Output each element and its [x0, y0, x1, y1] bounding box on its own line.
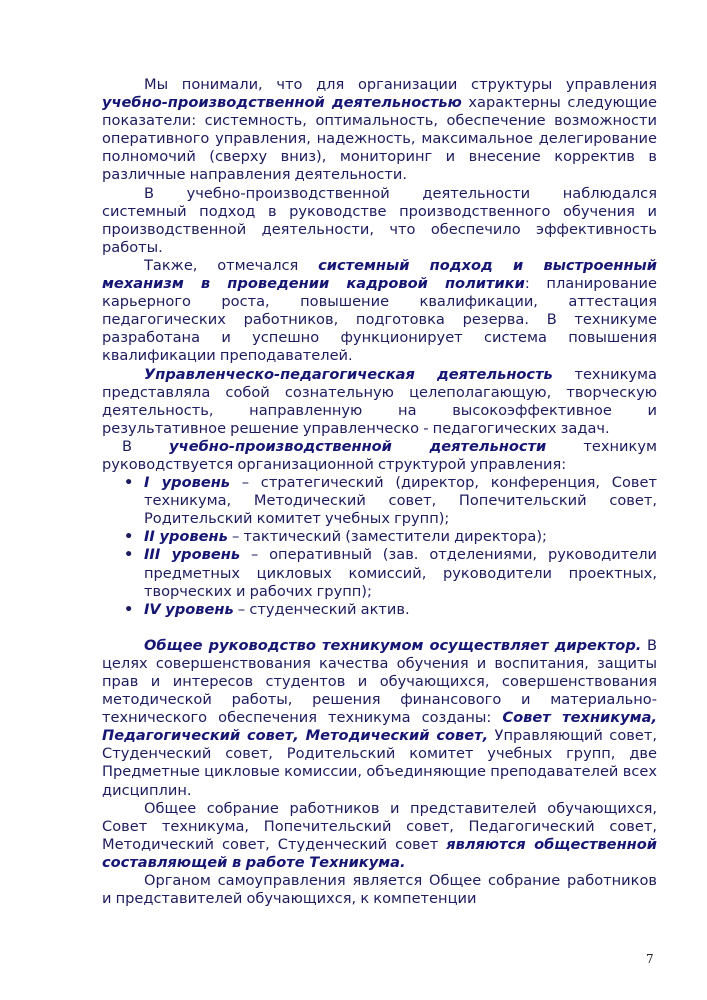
emphasis: Управленческо-педагогическая деятельность	[144, 365, 553, 383]
level-title: II уровень	[144, 528, 228, 546]
emphasis: Совет техникума, Педагогический совет, Методический совет,	[102, 709, 657, 745]
paragraph-general-management	[102, 637, 657, 800]
emphasis: системный подход и выстроенный механизм в проведении кадровой политики	[102, 256, 657, 293]
text: Общее собрание работников и представителей обучающихся, Совет техникума, Попечительский совет, Педагогический совет, Методический совет, Студенческий совет	[102, 799, 657, 853]
emphasis: учебно-производственной деятельности	[169, 437, 547, 455]
text: характерны следующие показатели: системность, оптимальность, обеспечение возможности оперативного управления, надежность, максимальное делегирование полномочий (сверху вниз), мониторинг и внесение корректив в различные направления деятельности.	[102, 94, 657, 184]
paragraph-org-structure	[102, 438, 657, 474]
text: Мы понимали, что для организации структуры управления	[144, 76, 657, 93]
paragraph-personnel-policy	[102, 257, 657, 366]
document-page	[102, 76, 657, 908]
page-number: 7	[646, 952, 654, 966]
level-text: – стратегический (директор, конференция, Совет техникума, Методический совет, Попечительский совет, Родительский комитет учебных групп);	[144, 474, 657, 528]
paragraph-systemic-approach: В учебно-производственной деятельности наблюдался системный подход в руководстве производственного обучения и производственной деятельности, что обеспечило эффективность работы.	[102, 184, 657, 256]
paragraph-management-activity	[102, 366, 657, 438]
level-text: – тактический (заместители директора);	[227, 528, 547, 546]
level-text: – оперативный (зав. отделениями, руководители предметных цикловых комиссий, руководители проектных, творческих и рабочих групп);	[144, 546, 658, 600]
emphasis: учебно-производственной деятельностью	[102, 94, 462, 112]
list-item	[102, 528, 657, 546]
bullet-icon: •	[124, 474, 134, 492]
list-item	[102, 474, 657, 528]
management-levels-list	[102, 474, 657, 619]
paragraph-self-government: Органом самоуправления является Общее собрание работников и представителей обучающихся, к компетенции	[102, 872, 657, 908]
section-heading: Общее руководство техникумом осуществляет директор.	[144, 636, 642, 654]
level-text: – студенческий актив.	[233, 600, 410, 618]
text: В целях совершенствования качества обучения и воспитания, защиты прав и интересов студентов и обучающихся, совершенствования методической работы, решения финансового и материально-технического обеспечения техникума созданы:	[102, 636, 657, 727]
text: Управляющий совет, Студенческий совет, Родительский комитет учебных групп, две Предметные цикловые комиссии, объединяющие преподавателей всех дисциплин.	[102, 727, 657, 799]
text: техникума представляла собой сознательную целеполагающую, творческую деятельность, направленную на высокоэффективное и результативное решение управленческо - педагогических задач.	[102, 365, 657, 437]
text: Также, отмечался	[144, 256, 319, 274]
list-item	[102, 601, 657, 619]
list-item	[102, 546, 657, 600]
text: : планирование карьерного роста, повышение квалификации, аттестация педагогических работников, подготовка резерва. В техникуме разработана и успешно функционирует система повышения квалификации преподавателей.	[102, 275, 657, 365]
emphasis: являются общественной составляющей в работе Техникума	[102, 835, 658, 871]
paragraph-structure-indicators	[102, 76, 657, 185]
bullet-icon: •	[124, 528, 134, 546]
spacer	[102, 619, 657, 637]
level-title: III уровень	[144, 546, 241, 564]
text: В	[122, 437, 170, 455]
bullet-icon: •	[124, 546, 134, 564]
paragraph-public-component	[102, 800, 657, 872]
text: .	[400, 853, 406, 871]
text: техникум руководствуется организационной структурой управления:	[102, 437, 658, 473]
bullet-icon: •	[124, 600, 134, 618]
level-title: IV уровень	[144, 600, 234, 618]
level-title: I уровень	[144, 474, 231, 492]
